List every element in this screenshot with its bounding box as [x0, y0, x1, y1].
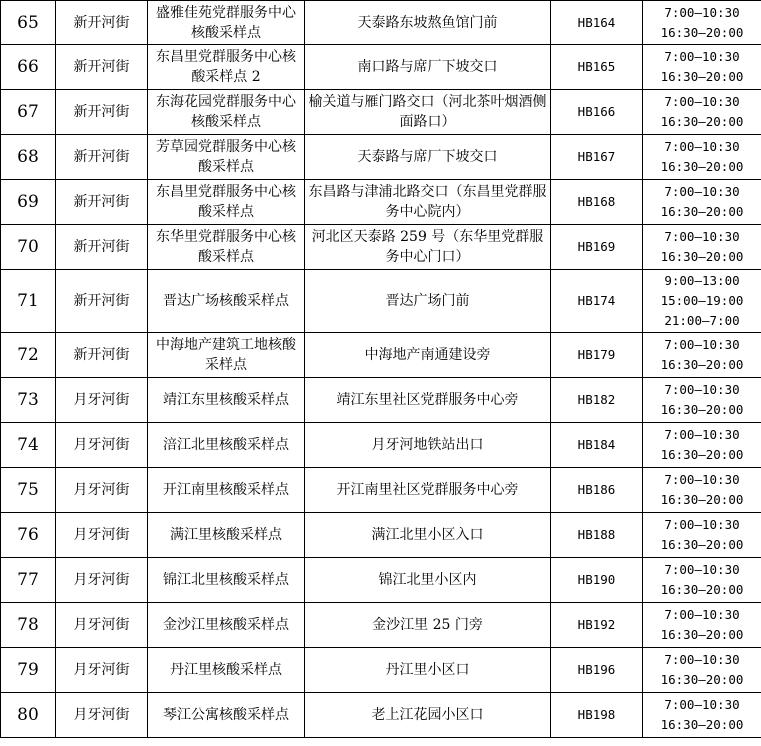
service-hours-cell: 7:00—10:30 16:30—20:00: [643, 180, 761, 225]
service-hours-cell: 7:00—10:30 16:30—20:00: [643, 333, 761, 378]
table-row: [1, 423, 761, 468]
location-cell: 老上江花园小区口: [305, 693, 551, 738]
street-cell: 新开河街: [56, 180, 148, 225]
table-row: [1, 648, 761, 693]
sampling-point-cell: 盛雅佳苑党群服务中心核酸采样点: [148, 1, 305, 45]
service-hours-cell: 7:00—10:30 16:30—20:00: [643, 513, 761, 558]
row-number: 70: [1, 225, 56, 270]
sampling-point-cell: 琴江公寓核酸采样点: [148, 693, 305, 738]
table-row: [1, 333, 761, 378]
row-number: 75: [1, 468, 56, 513]
service-hours-cell: 7:00—10:30 16:30—20:00: [643, 558, 761, 603]
service-hours-cell: 7:00—10:30 16:30—20:00: [643, 135, 761, 180]
site-code-cell: HB196: [551, 648, 643, 693]
table-body: [1, 1, 761, 738]
location-cell: 东昌路与津浦北路交口（东昌里党群服务中心院内）: [305, 180, 551, 225]
sampling-point-cell: 满江里核酸采样点: [148, 513, 305, 558]
service-hours-cell: 7:00—10:30 16:30—20:00: [643, 378, 761, 423]
row-number: 69: [1, 180, 56, 225]
street-cell: 月牙河街: [56, 468, 148, 513]
row-number: 66: [1, 45, 56, 90]
street-cell: 月牙河街: [56, 378, 148, 423]
service-hours-cell: 7:00—10:30 16:30—20:00: [643, 45, 761, 90]
street-cell: 月牙河街: [56, 693, 148, 738]
sampling-point-cell: 东昌里党群服务中心核酸采样点: [148, 180, 305, 225]
table-row: [1, 513, 761, 558]
site-code-cell: HB188: [551, 513, 643, 558]
street-cell: 月牙河街: [56, 558, 148, 603]
location-cell: 榆关道与雁门路交口（河北茶叶烟酒侧面路口）: [305, 90, 551, 135]
street-cell: 新开河街: [56, 225, 148, 270]
site-code-cell: HB164: [551, 1, 643, 45]
location-cell: 金沙江里 25 门旁: [305, 603, 551, 648]
sampling-point-cell: 靖江东里核酸采样点: [148, 378, 305, 423]
street-cell: 新开河街: [56, 90, 148, 135]
location-cell: 河北区天泰路 259 号（东华里党群服务中心门口）: [305, 225, 551, 270]
table-row: [1, 603, 761, 648]
location-cell: 中海地产南通建设旁: [305, 333, 551, 378]
location-cell: 开江南里社区党群服务中心旁: [305, 468, 551, 513]
sampling-point-cell: 中海地产建筑工地核酸采样点: [148, 333, 305, 378]
table-row: [1, 1, 761, 45]
site-code-cell: HB165: [551, 45, 643, 90]
sampling-point-cell: 晋达广场核酸采样点: [148, 270, 305, 333]
sampling-point-cell: 芳草园党群服务中心核酸采样点: [148, 135, 305, 180]
site-code-cell: HB186: [551, 468, 643, 513]
table-row: [1, 693, 761, 738]
sampling-point-cell: 锦江北里核酸采样点: [148, 558, 305, 603]
row-number: 77: [1, 558, 56, 603]
site-code-cell: HB198: [551, 693, 643, 738]
sampling-point-cell: 东昌里党群服务中心核酸采样点 2: [148, 45, 305, 90]
street-cell: 月牙河街: [56, 603, 148, 648]
site-code-cell: HB167: [551, 135, 643, 180]
service-hours-cell: 7:00—10:30 16:30—20:00: [643, 90, 761, 135]
site-code-cell: HB166: [551, 90, 643, 135]
table-row: [1, 378, 761, 423]
service-hours-cell: 7:00—10:30 16:30—20:00: [643, 423, 761, 468]
service-hours-cell: 7:00—10:30 16:30—20:00: [643, 468, 761, 513]
site-code-cell: HB169: [551, 225, 643, 270]
table-row: [1, 90, 761, 135]
street-cell: 月牙河街: [56, 648, 148, 693]
street-cell: 新开河街: [56, 333, 148, 378]
location-cell: 锦江北里小区内: [305, 558, 551, 603]
service-hours-cell: 7:00—10:30 16:30—20:00: [643, 225, 761, 270]
row-number: 74: [1, 423, 56, 468]
service-hours-cell: 7:00—10:30 16:30—20:00: [643, 603, 761, 648]
location-cell: 天泰路东坡熬鱼馆门前: [305, 1, 551, 45]
site-code-cell: HB174: [551, 270, 643, 333]
service-hours-cell: 7:00—10:30 16:30—20:00: [643, 1, 761, 45]
street-cell: 新开河街: [56, 1, 148, 45]
table-row: [1, 45, 761, 90]
site-code-cell: HB190: [551, 558, 643, 603]
street-cell: 新开河街: [56, 45, 148, 90]
sampling-point-cell: 丹江里核酸采样点: [148, 648, 305, 693]
row-number: 78: [1, 603, 56, 648]
table-row: [1, 135, 761, 180]
table-row: [1, 468, 761, 513]
sampling-point-cell: 涪江北里核酸采样点: [148, 423, 305, 468]
location-cell: 晋达广场门前: [305, 270, 551, 333]
row-number: 76: [1, 513, 56, 558]
row-number: 68: [1, 135, 56, 180]
row-number: 73: [1, 378, 56, 423]
row-number: 80: [1, 693, 56, 738]
sampling-point-cell: 开江南里核酸采样点: [148, 468, 305, 513]
table-row: [1, 558, 761, 603]
row-number: 72: [1, 333, 56, 378]
table-row: [1, 270, 761, 333]
location-cell: 南口路与席厂下坡交口: [305, 45, 551, 90]
street-cell: 新开河街: [56, 135, 148, 180]
location-cell: 靖江东里社区党群服务中心旁: [305, 378, 551, 423]
location-cell: 丹江里小区口: [305, 648, 551, 693]
sampling-point-cell: 东海花园党群服务中心核酸采样点: [148, 90, 305, 135]
table-row: [1, 225, 761, 270]
row-number: 65: [1, 1, 56, 45]
location-cell: 天泰路与席厂下坡交口: [305, 135, 551, 180]
site-code-cell: HB182: [551, 378, 643, 423]
table-row: [1, 180, 761, 225]
service-hours-cell: 7:00—10:30 16:30—20:00: [643, 648, 761, 693]
street-cell: 月牙河街: [56, 513, 148, 558]
location-cell: 月牙河地铁站出口: [305, 423, 551, 468]
row-number: 71: [1, 270, 56, 333]
site-code-cell: HB192: [551, 603, 643, 648]
site-code-cell: HB184: [551, 423, 643, 468]
sampling-point-cell: 金沙江里核酸采样点: [148, 603, 305, 648]
street-cell: 新开河街: [56, 270, 148, 333]
service-hours-cell: 9:00—13:00 15:00—19:00 21:00—7:00: [643, 270, 761, 333]
site-code-cell: HB179: [551, 333, 643, 378]
site-code-cell: HB168: [551, 180, 643, 225]
street-cell: 月牙河街: [56, 423, 148, 468]
row-number: 67: [1, 90, 56, 135]
sampling-point-cell: 东华里党群服务中心核酸采样点: [148, 225, 305, 270]
location-cell: 满江北里小区入口: [305, 513, 551, 558]
row-number: 79: [1, 648, 56, 693]
service-hours-cell: 7:00—10:30 16:30—20:00: [643, 693, 761, 738]
